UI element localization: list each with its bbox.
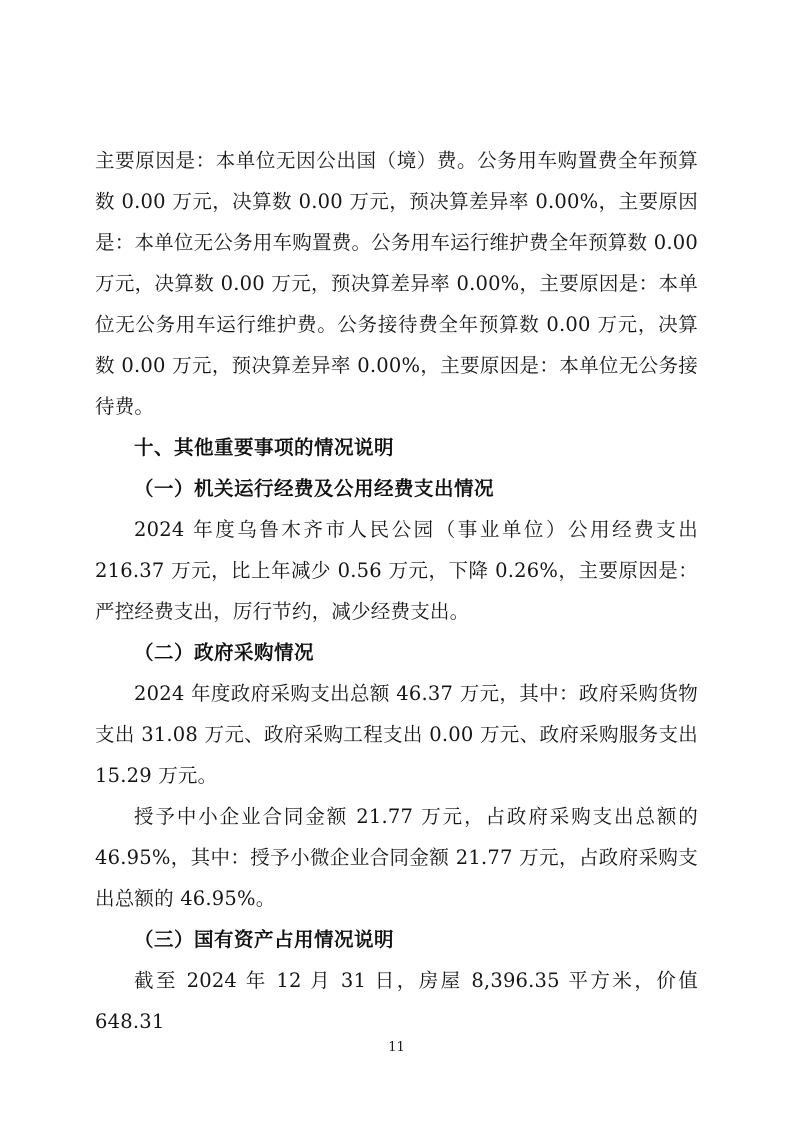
paragraph-state-assets: 截至 2024 年 12 月 31 日，房屋 8,396.35 平方米，价值 648.31 bbox=[95, 969, 698, 1033]
section-heading-other-matters: 十、其他重要事项的情况说明 bbox=[134, 436, 395, 459]
paragraph-sme-contracts: 授予中小企业合同金额 21.77 万元，占政府采购支出总额的 46.95%，其中：授予小微企业合同金额 21.77 万元，占政府采购支出总额的 46.95%。 bbox=[95, 805, 698, 910]
page-number: 11 bbox=[388, 1040, 405, 1055]
subsection-heading-operating-expenses: （一）机关运行经费及公用经费支出情况 bbox=[134, 477, 495, 500]
document-body bbox=[95, 140, 698, 1042]
paragraph-procurement-total: 2024 年度政府采购支出总额 46.37 万元，其中：政府采购货物支出 31.08 万元、政府采购工程支出 0.00 万元、政府采购服务支出 15.29 万元。 bbox=[95, 682, 698, 787]
subsection-heading-government-procurement: （二）政府采购情况 bbox=[134, 641, 315, 664]
paragraph-budget-variance: 主要原因是：本单位无因公出国（境）费。公务用车购置费全年预算数 0.00 万元，决算数 0.00 万元，预决算差异率 0.00%，主要原因是：本单位无公务用车购置费。公务用车运行维护费全年预算数 0.00 万元，决算数 0.00 万元，预决算差异率 0.00%，主要原因是：本单位无公务用车运行维护费。公务接待费全年预算数 0.00 万元，决算数 0.00 万元，预决算差异率 0.00%，主要原因是：本单位无公务接待费。 bbox=[95, 149, 698, 418]
subsection-heading-state-assets: （三）国有资产占用情况说明 bbox=[134, 928, 395, 951]
paragraph-operating-expenses: 2024 年度乌鲁木齐市人民公园（事业单位）公用经费支出 216.37 万元，比上年减少 0.56 万元，下降 0.26%，主要原因是：严控经费支出，厉行节约，减少经费支出。 bbox=[95, 518, 698, 623]
